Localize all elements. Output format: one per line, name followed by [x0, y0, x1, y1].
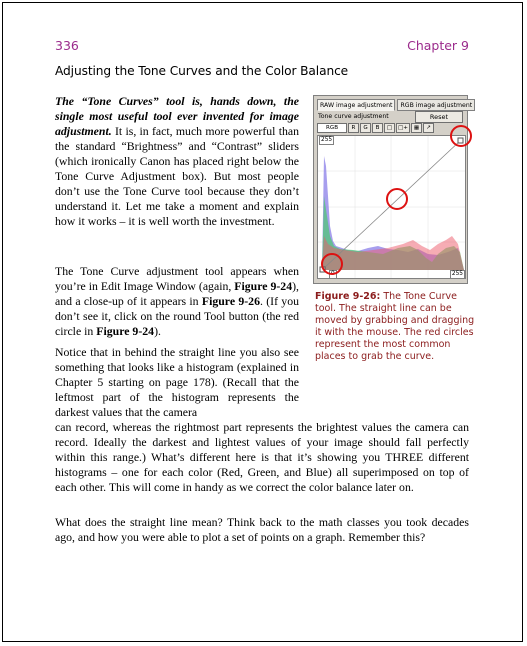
page-header: [55, 38, 469, 56]
figure-ref-3: Figure 9-24: [96, 324, 155, 338]
dropper-icon[interactable]: ↗: [423, 123, 434, 133]
figure-caption: [315, 291, 475, 363]
paragraph-2-text-3: . (If you don’t see it, click on the round Tool button (the red circle in: [55, 294, 299, 338]
max-level-label: 255: [321, 137, 333, 143]
paragraph-4: [55, 515, 469, 545]
paragraph-2: [55, 264, 299, 339]
middle-red-circle: [387, 189, 407, 209]
paragraph-2-text-1: The Tone Curve adjustment tool appears when you’re in Edit Image Window (again,: [55, 264, 299, 293]
caption-label: Figure 9-26:: [315, 291, 381, 302]
tab-rgb-adjustment[interactable]: RGB image adjustment: [397, 99, 475, 111]
paragraph-3-wide: [55, 420, 469, 495]
paragraph-2-text-4: ).: [154, 324, 161, 338]
tone-curve-figure: [313, 95, 473, 284]
reset-button[interactable]: Reset: [415, 111, 463, 123]
section-title: Adjusting the Tone Curves and the Color Balance: [55, 64, 349, 78]
blue-channel-button[interactable]: B: [372, 123, 383, 133]
black-level-value: 0: [331, 271, 335, 277]
paragraph-4-text: What does the straight line mean? Think back to the math classes you took decades ago, and how you were able to plot a set of points on a graph. Remember this?: [55, 515, 469, 544]
channel-select[interactable]: RGB: [317, 123, 347, 133]
paragraph-2-text-2: ), and a close-up of it appears in: [55, 279, 299, 308]
bottom-left-red-circle: [322, 254, 342, 274]
chapter-label: Chapter 9: [407, 38, 469, 53]
red-highlight-circles: [313, 95, 468, 284]
red-channel-button[interactable]: R: [348, 123, 359, 133]
caption-text: The Tone Curve tool. The straight line can be moved by grabbing and dragging it with the mouse. The red circles represent the most common places to grab the curve.: [315, 291, 475, 362]
lead-sentence: The “Tone Curves” tool is, hands down, the single most useful tool ever invented for image adjustment.: [55, 94, 299, 138]
paragraph-3-text-wide: can record, whereas the rightmost part represents the brightest values the camera can record. Ideally the darkest and lightest values of your image should fall perfectly within this range.) What’s different here is that it’s showing you THREE different histograms – one for each color (Red, Green, and Blue) all superimposed on top of each other. This will come in handy as we correct the color balance later on.: [55, 420, 469, 494]
green-channel-button[interactable]: G: [360, 123, 371, 133]
figure-ref-1: Figure 9-24: [234, 279, 293, 293]
figure-ref-2: Figure 9-26: [201, 294, 260, 308]
tone-curve-panel-title: Tone curve adjustment: [318, 113, 389, 120]
white-level-value: 255: [451, 271, 463, 277]
add-point-icon[interactable]: □+: [398, 125, 408, 131]
page-number: 336: [55, 38, 79, 53]
paragraph-1-body: It is, in fact, much more powerful than the standard “Brightness” and “Contrast” sliders (which ironically Canon has placed right below the Tone Curve Adjustment box). But most people don’t use the Tone Curve tool because they don’t understand it. Let me take a moment and explain how it works – it is well worth the investment.: [55, 124, 299, 228]
tab-raw-adjustment[interactable]: RAW image adjustment: [317, 99, 395, 111]
curve-mode-icon[interactable]: □: [384, 123, 395, 133]
paragraph-1: [55, 94, 299, 229]
paragraph-3-narrow: [55, 345, 299, 420]
paragraph-3-text-narrow: Notice that in behind the straight line you also see something that looks like a histogram (explained in Chapter 5 starting on page 178). (Recall that the leftmost part of the histogram represents the darkest values that the camera: [55, 345, 299, 419]
graph-tool-icon[interactable]: ▦: [411, 123, 422, 133]
